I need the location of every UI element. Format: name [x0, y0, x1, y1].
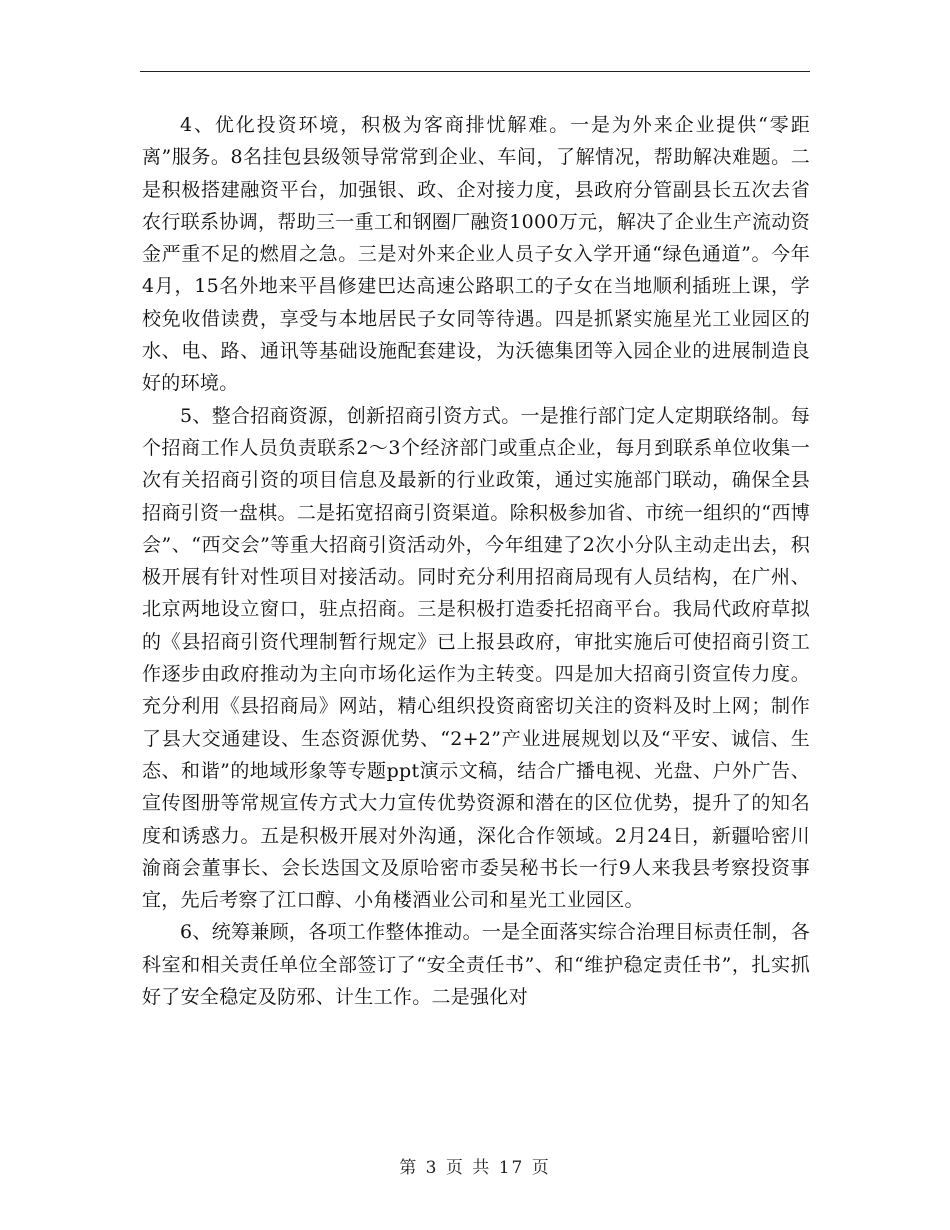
page-number-footer: 第 3 页 共 17 页 [399, 1158, 551, 1178]
paragraph-item-6: 6、统筹兼顾，各项工作整体推动。一是全面落实综合治理目标责任制，各科室和相关责任单位全部签订了“安全责任书”、和“维护稳定责任书”，扎实抓好了安全稳定及防邪、计生工作。二是强化对 [142, 921, 810, 1009]
header-divider [140, 71, 810, 72]
paragraph-item-4: 4、优化投资环境，积极为客商排忧解难。一是为外来企业提供“零距离”服务。8名挂包县级领导常常到企业、车间，了解情况，帮助解决难题。二是积极搭建融资平台，加强银、政、企对接力度，县政府分管副县长五次去省农行联系协调，帮助三一重工和钢圈厂融资1000万元，解决了企业生产流动资金严重不足的燃眉之急。三是对外来企业人员子女入学开通“绿色通道”。今年4月，15名外地来平昌修建巴达高速公路职工的子女在当地顺利插班上课，学校免收借读费，享受与本地居民子女同等待遇。四是抓紧实施星光工业园区的水、电、路、通讯等基础设施配套建设，为沃德集团等入园企业的进展制造良好的环境。 [142, 114, 810, 395]
paragraph-item-5: 5、整合招商资源，创新招商引资方式。一是推行部门定人定期联络制。每个招商工作人员负责联系2～3个经济部门或重点企业，每月到联系单位收集一次有关招商引资的项目信息及最新的行业政策，通过实施部门联动，确保全县招商引资一盘棋。二是拓宽招商引资渠道。除积极参加省、市统一组织的“西博会”、“西交会”等重大招商引资活动外，今年组建了2次小分队主动走出去，积极开展有针对性项目对接活动。同时充分利用招商局现有人员结构，在广州、北京两地设立窗口，驻点招商。三是积极打造委托招商平台。我局代政府草拟的《县招商引资代理制暂行规定》已上报县政府，审批实施后可使招商引资工作逐步由政府推动为主向市场化运作为主转变。四是加大招商引资宣传力度。充分利用《县招商局》网站，精心组织投资商密切关注的资料及时上网；制作了县大交通建设、生态资源优势、“2+2”产业进展规划以及“平安、诚信、生态、和谐”的地域形象等专题ppt演示文稿，结合广播电视、光盘、户外广告、宣传图册等常规宣传方式大力宣传优势资源和潜在的区位优势，提升了的知名度和诱惑力。五是积极开展对外沟通，深化合作领域。2月24日，新疆哈密川渝商会董事长、会长迭国文及原哈密市委吴秘书长一行9人来我县考察投资事宜，先后考察了江口醇、小角楼酒业公司和星光工业园区。 [142, 404, 810, 912]
document-body [142, 109, 810, 1013]
